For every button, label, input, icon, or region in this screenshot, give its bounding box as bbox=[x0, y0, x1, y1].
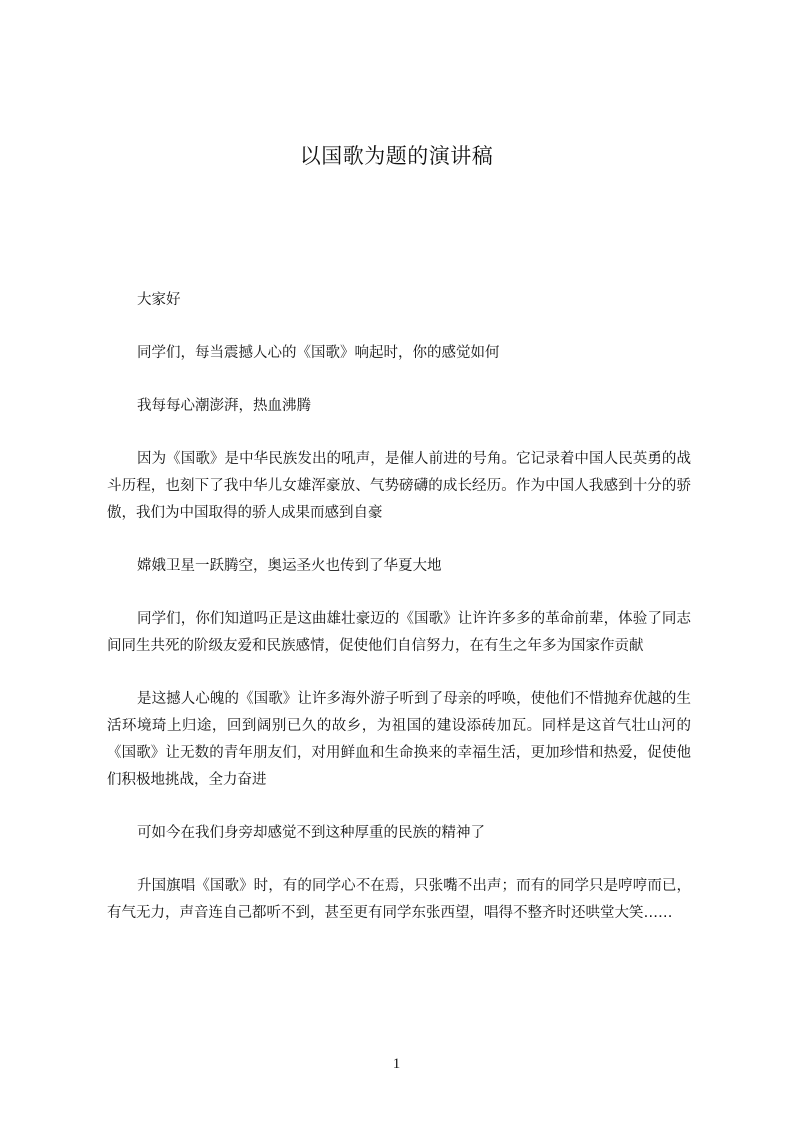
paragraph: 嫦娥卫星一跃腾空，奥运圣火也传到了华夏大地 bbox=[137, 558, 442, 574]
paragraph: 同学们，你们知道吗正是这曲雄壮豪迈的《国歌》让许许多多的革命前辈，体验了同志间同生共死的阶级友爱和民族感情，促使他们自信努力，在有生之年多为国家作贡献 bbox=[107, 611, 691, 654]
paragraph: 升国旗唱《国歌》时，有的同学心不在焉，只张嘴不出声；而有的同学只是哼哼而已，有气无力，声音连自己都听不到，甚至更有同学东张西望，唱得不整齐时还哄堂大笑…… bbox=[107, 878, 691, 921]
document-title: 以国歌为题的演讲稿 bbox=[299, 144, 494, 168]
document-body bbox=[107, 287, 691, 953]
paragraph: 我每每心潮澎湃，热血沸腾 bbox=[137, 398, 311, 414]
paragraph: 可如今在我们身旁却感觉不到这种厚重的民族的精神了 bbox=[137, 825, 485, 841]
paragraph: 同学们，每当震撼人心的《国歌》响起时，你的感觉如何 bbox=[137, 345, 500, 361]
page-number: 1 bbox=[392, 1056, 401, 1072]
paragraph-greeting: 大家好 bbox=[137, 292, 181, 308]
paragraph: 是这撼人心魄的《国歌》让许多海外游子听到了母亲的呼唤，使他们不惜抛弃优越的生活环境琦上归途，回到阔别已久的故乡，为祖国的建设添砖加瓦。同样是这首气壮山河的《国歌》让无数的青年朋友们，对用鲜血和生命换来的幸福生活，更加珍惜和热爱，促使他们积极地挑战，全力奋进 bbox=[107, 691, 691, 788]
paragraph: 因为《国歌》是中华民族发出的吼声，是催人前进的号角。它记录着中国人民英勇的战斗历程，也刻下了我中华儿女雄浑豪放、气势磅礴的成长经历。作为中国人我感到十分的骄傲，我们为中国取得的骄人成果而感到自豪 bbox=[107, 451, 691, 521]
